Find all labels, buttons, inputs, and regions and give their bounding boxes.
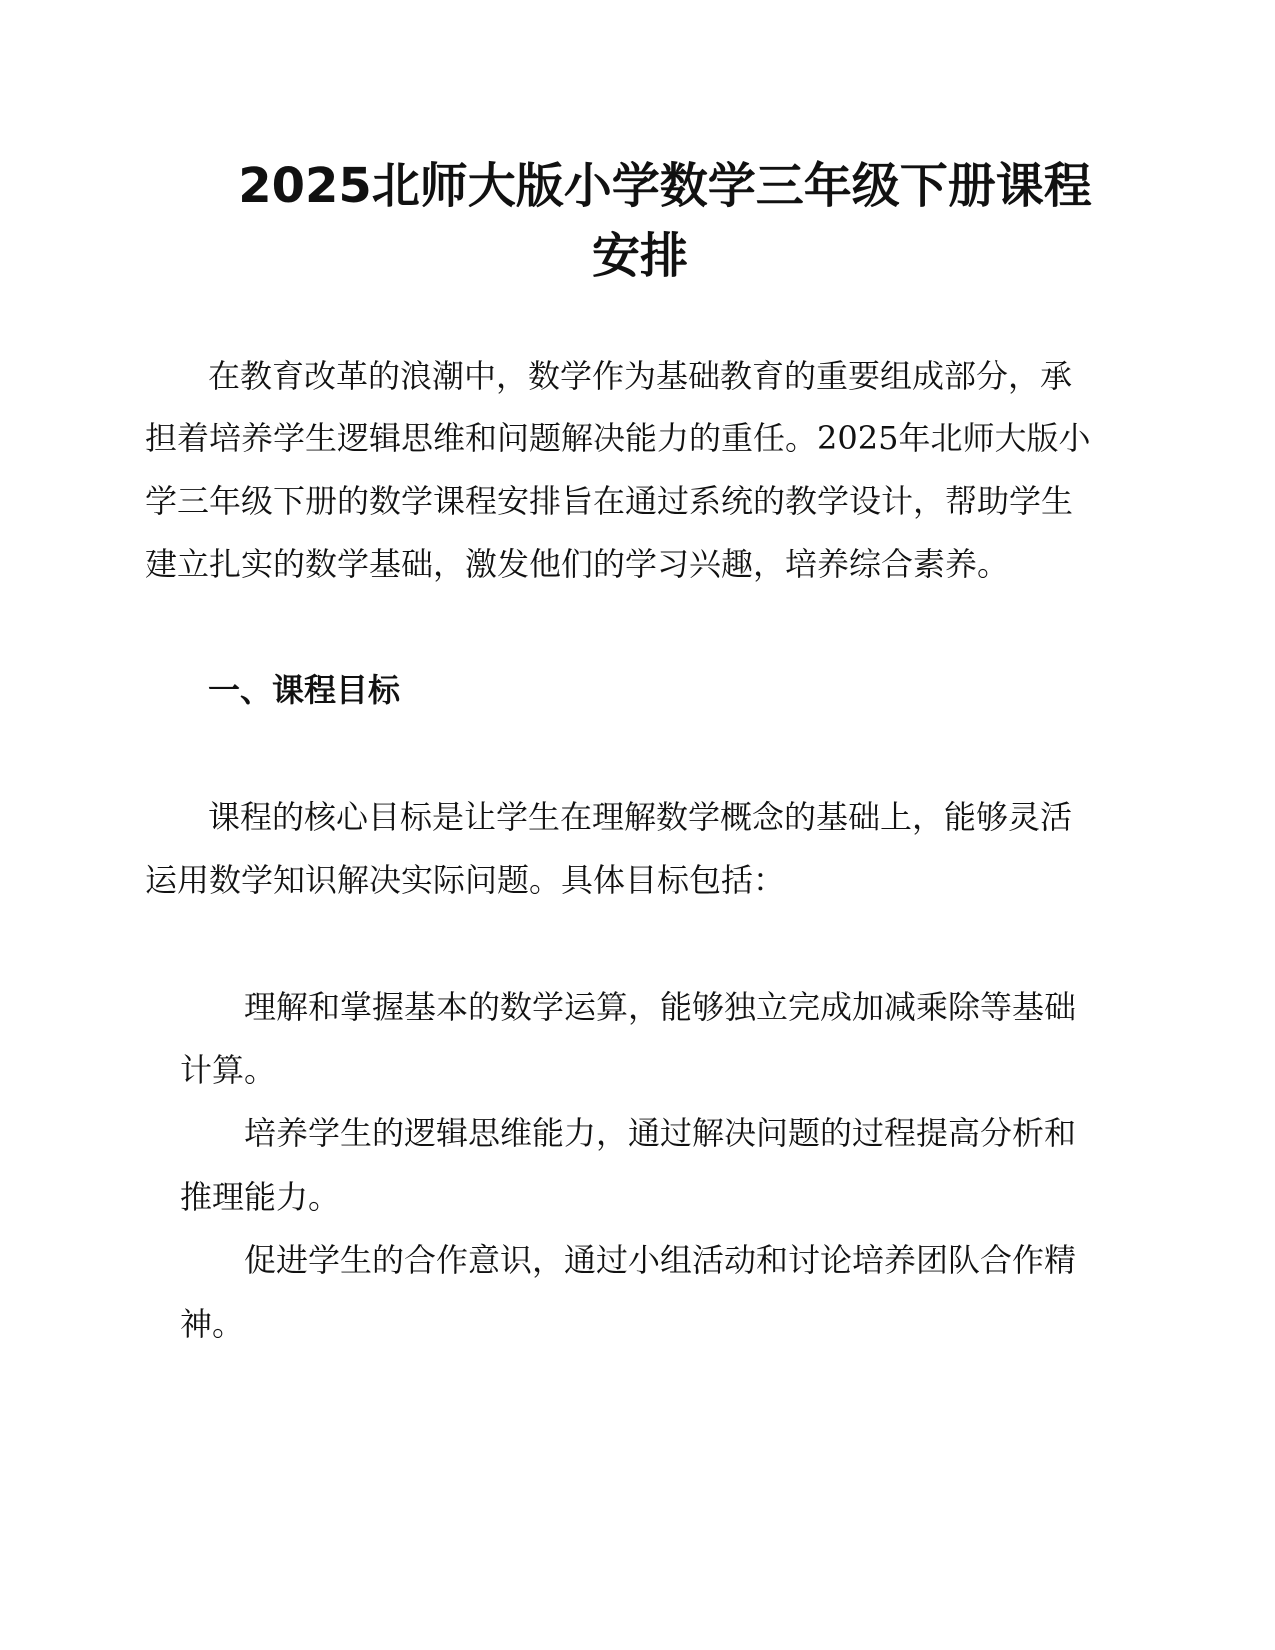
section-heading-course-goals: 一、课程目标 [208, 671, 401, 709]
goal-item-3-line-2: 神。 [180, 1305, 245, 1343]
goal-item-3-line-1: 促进学生的合作意识，通过小组活动和讨论培养团队合作精 [244, 1241, 1077, 1279]
document-title-line-2: 安排 [591, 228, 688, 284]
goal-item-1-line-1: 理解和掌握基本的数学运算，能够独立完成加减乘除等基础 [244, 988, 1077, 1026]
goal-item-1-line-2: 计算。 [180, 1051, 277, 1089]
intro-line-4: 建立扎实的数学基础，激发他们的学习兴趣，培养综合素养。 [145, 545, 1010, 583]
section1-para-line-2: 运用数学知识解决实际问题。具体目标包括： [145, 861, 786, 899]
goal-item-2-line-1: 培养学生的逻辑思维能力，通过解决问题的过程提高分析和 [244, 1114, 1077, 1152]
intro-line-2: 担着培养学生逻辑思维和问题解决能力的重任。2025年北师大版小 [145, 419, 1091, 457]
document-title-line-1: 2025北师大版小学数学三年级下册课程 [238, 158, 1092, 214]
intro-line-1: 在教育改革的浪潮中，数学作为基础教育的重要组成部分，承 [208, 357, 1073, 395]
goal-item-2-line-2: 推理能力。 [180, 1178, 341, 1216]
intro-line-3: 学三年级下册的数学课程安排旨在通过系统的教学设计，帮助学生 [145, 482, 1074, 520]
section1-para-line-1: 课程的核心目标是让学生在理解数学概念的基础上，能够灵活 [208, 798, 1073, 836]
